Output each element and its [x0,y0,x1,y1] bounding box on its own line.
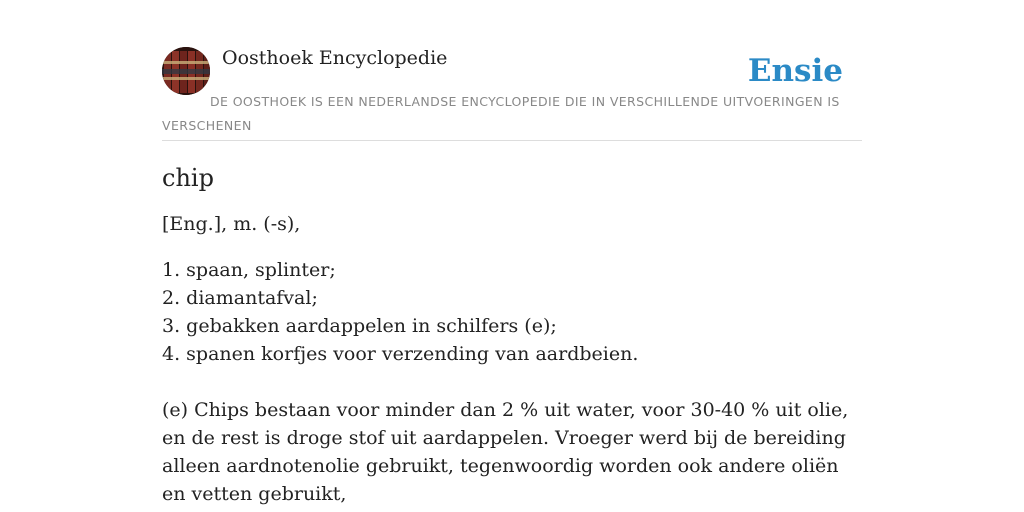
definition-item: 2. diamantafval; [162,287,318,309]
source-header [162,46,862,141]
ensie-logo[interactable]: Ensie [747,53,843,89]
definition-item: 3. gebakken aardappelen in schilfers (e); [162,315,557,337]
source-tagline: DE OOSTHOEK IS EEN NEDERLANDSE ENCYCLOPEDIE DIE IN VERSCHILLENDE UITVOERINGEN IS VERSCHENEN [162,94,840,133]
entry-note: (e) Chips bestaan voor minder dan 2 % uit water, voor 30-40 % uit olie, en de rest is droge stof uit aardappelen. Vroeger werd bij de bereiding alleen aardnotenolie gebruikt, tegenwoordig worden ook andere oliën en vetten gebruikt, [162,399,849,505]
entry-content [162,160,862,508]
entry-grammar: [Eng.], m. (-s), [162,213,301,235]
definition-item: 1. spaan, splinter; [162,259,336,281]
encyclopedia-books-icon[interactable] [162,47,210,95]
definition-list [162,256,862,368]
definition-item: 4. spanen korfjes voor verzending van aardbeien. [162,343,639,365]
entry-term: chip [162,164,214,192]
source-name-link[interactable]: Oosthoek Encyclopedie [222,47,448,69]
